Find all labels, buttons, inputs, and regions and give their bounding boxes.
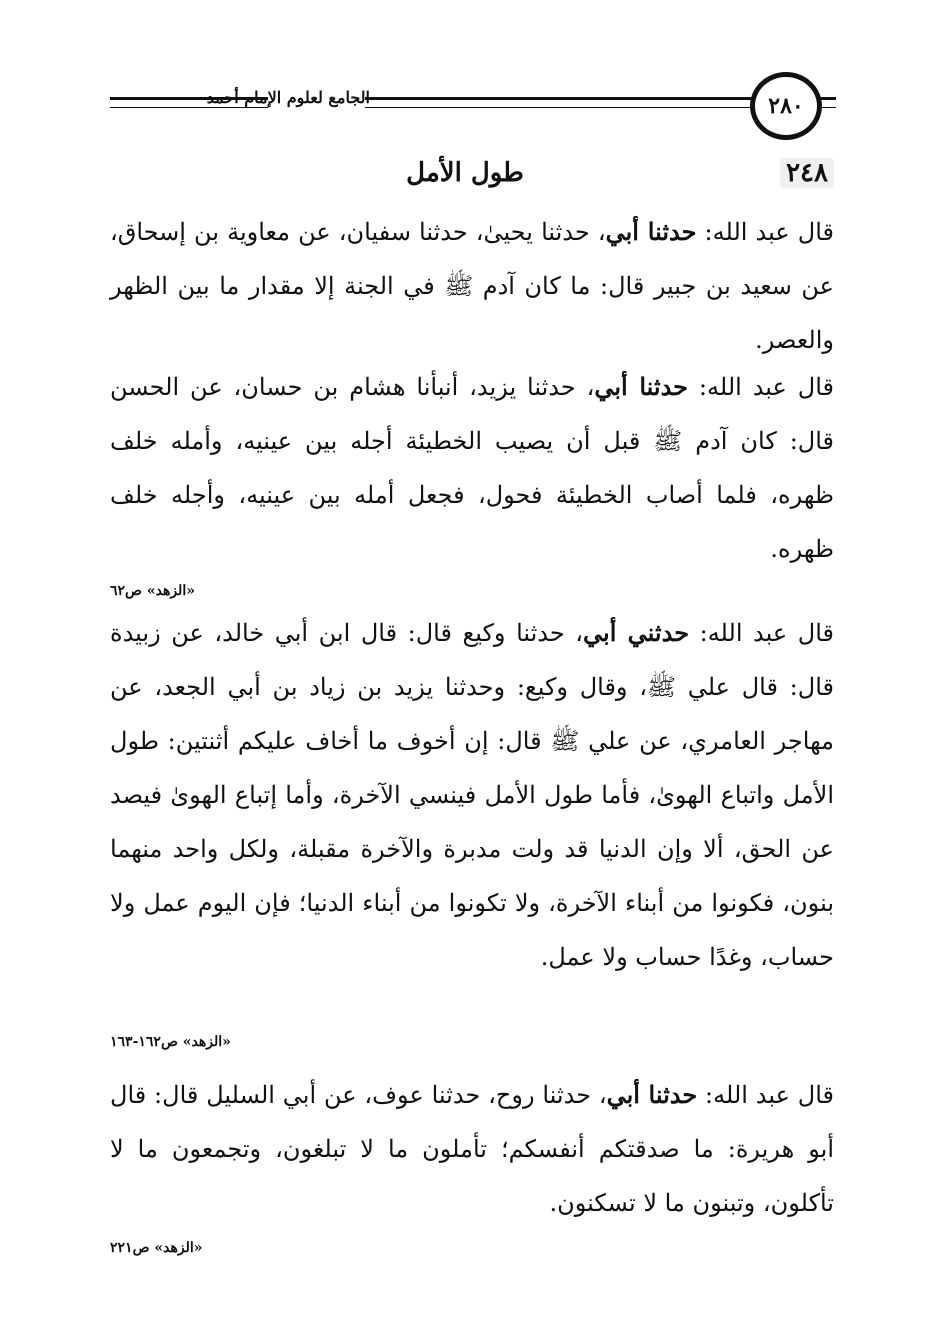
paragraph-text: ، حدثنا يزيد، أنبأنا هشام بن حسان، عن الحسن قال: كان آدم ﷺ قبل أن يصيب الخطيئة أجله بين عينيه، وأمله خلف ظهره، فلما أصاب الخطيئة فحول، فجعل أمله بين عينيه، وأجله خلف ظهره. — [110, 373, 834, 563]
paragraph-2 — [110, 360, 834, 576]
source-citation-2: «الزهد» ص١٦٢-١٦٣ — [110, 1034, 231, 1050]
book-title: الجامع لعلوم الإمام أحمد — [206, 88, 370, 107]
paragraph-prefix: قال عبد الله: — [689, 619, 834, 647]
paragraph-text: ، حدثنا روح، حدثنا عوف، عن أبي السليل قال: قال أبو هريرة: ما صدقتكم أنفسكم؛ تأملون ما لا تبلغون، وتجمعون ما لا تأكلون، وتبنون ما لا تسكنون. — [110, 1081, 834, 1217]
section-number: ٢٤٨ — [780, 158, 834, 188]
paragraph-text: ، حدثنا وكيع قال: قال ابن أبي خالد، عن زبيدة قال: قال علي ﷺ، وقال وكيع: وحدثنا يزيد بن زياد بن أبي الجعد، عن مهاجر العامري، عن علي ﷺ قال: إن أخوف ما أخاف عليكم أثنتين: طول الأمل واتباع الهوىٰ، فأما طول الأمل فينسي الآخرة، وأما إتباع الهوىٰ فيصد عن الحق، ألا وإن الدنيا قد ولت مدبرة والآخرة مقبلة، ولكل واحد منهما بنون، فكونوا من أبناء الآخرة، ولا تكونوا من أبناء الدنيا؛ فإن اليوم عمل ولا حساب، وغدًا حساب ولا عمل. — [110, 619, 835, 971]
source-citation-3: «الزهد» ص٢٢١ — [110, 1240, 203, 1256]
paragraph-4 — [110, 1068, 834, 1230]
paragraph-prefix: قال عبد الله: — [697, 1081, 834, 1109]
page-header — [100, 70, 836, 136]
paragraph-narrator: حدثنا أبي — [606, 1080, 698, 1109]
paragraph-1 — [110, 205, 834, 367]
paragraph-narrator: حدثنا أبي — [594, 372, 689, 401]
section-title: طول الأمل — [406, 158, 524, 188]
paragraph-text: ، حدثنا يحيىٰ، حدثنا سفيان، عن معاوية بن إسحاق، عن سعيد بن جبير قال: ما كان آدم ﷺ في الجنة إلا مقدار ما بين الظهر والعصر. — [110, 218, 834, 354]
source-citation-1: «الزهد» ص٦٢ — [110, 583, 195, 599]
paragraph-3 — [110, 606, 834, 984]
paragraph-narrator: حدثنا أبي — [605, 217, 697, 246]
header-rule-middle — [365, 97, 756, 108]
paragraph-narrator: حدثني أبي — [583, 618, 690, 647]
paragraph-prefix: قال عبد الله: — [696, 218, 835, 246]
page-number: ٢٨٠ — [750, 72, 822, 140]
paragraph-prefix: قال عبد الله: — [688, 373, 834, 401]
